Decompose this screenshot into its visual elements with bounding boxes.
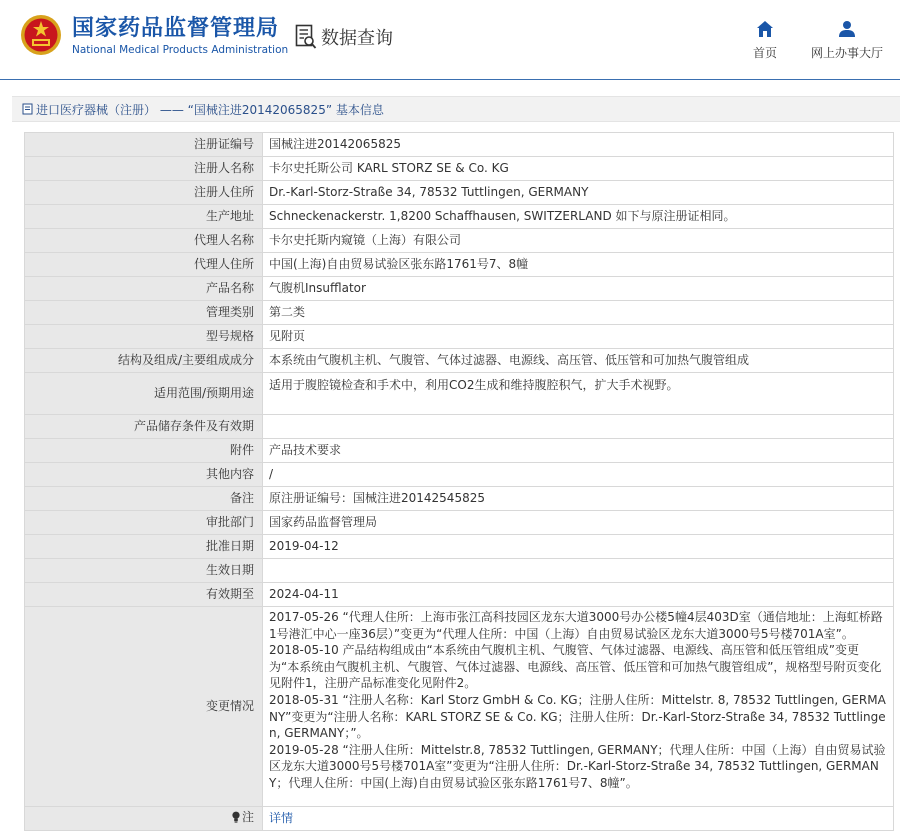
field-label: 备注 bbox=[25, 487, 263, 511]
table-row bbox=[25, 181, 894, 205]
change-entry: 2018-05-31 “注册人名称：Karl Storz GmbH & Co. KG；注册人住所：Mittelstr. 8, 78532 Tuttlingen, GERMANY”变更为“注册人名称：KARL STORZ SE & Co. KG；注册人住所：Dr.-Karl-Storz-Straße 34, 78532 Tuttlingen, GERMANY；”。 bbox=[269, 692, 886, 741]
field-value-model-spec: 见附页 bbox=[263, 325, 894, 349]
table-row bbox=[25, 157, 894, 181]
table-row bbox=[25, 415, 894, 439]
field-label: 审批部门 bbox=[25, 511, 263, 535]
table-row bbox=[25, 253, 894, 277]
field-value-effective-date bbox=[263, 559, 894, 583]
table-row bbox=[25, 535, 894, 559]
field-value-intended-use: 适用于腹腔镜检查和手术中，利用CO2生成和维持腹腔积气，扩大手术视野。 bbox=[263, 373, 894, 415]
nav-online-hall-label: 网上办事大厅 bbox=[810, 46, 883, 60]
note-label-wrap bbox=[231, 809, 254, 826]
table-row bbox=[25, 559, 894, 583]
table-row bbox=[25, 463, 894, 487]
field-value-agent-address: 中国(上海)自由贸易试验区张东路1761号7、8幢 bbox=[263, 253, 894, 277]
field-label: 变更情况 bbox=[25, 607, 263, 807]
field-value-valid-until: 2024-04-11 bbox=[263, 583, 894, 607]
table-row bbox=[25, 607, 894, 807]
national-emblem-icon[interactable] bbox=[20, 14, 62, 56]
field-label: 代理人住所 bbox=[25, 253, 263, 277]
brand-name-en: National Medical Products Administration bbox=[72, 44, 289, 56]
field-label: 注册证编号 bbox=[25, 133, 263, 157]
table-row bbox=[25, 583, 894, 607]
change-entry: 2019-05-28 “注册人住所：Mittelstr.8, 78532 Tuttlingen, GERMANY；代理人住所：中国（上海）自由贸易试验区龙东大道3000号5号楼701A室”变更为“注册人住所：Dr.-Karl-Storz-Straße 34, 78532 Tuttlingen, GERMANY；代理人住所：中国(上海)自由贸易试验区张东路1761号7、8幢”。 bbox=[269, 742, 886, 790]
field-value-remark: 原注册证编号：国械注进20142545825 bbox=[263, 487, 894, 511]
field-value-management-class: 第二类 bbox=[263, 301, 894, 325]
field-value-change-history bbox=[263, 607, 894, 807]
field-value-product-name: 气腹机Insufflator bbox=[263, 277, 894, 301]
table-row bbox=[25, 325, 894, 349]
breadcrumb bbox=[12, 96, 900, 122]
field-label: 附件 bbox=[25, 439, 263, 463]
field-label: 产品名称 bbox=[25, 277, 263, 301]
table-row bbox=[25, 301, 894, 325]
field-label: 注册人名称 bbox=[25, 157, 263, 181]
table-row bbox=[25, 511, 894, 535]
nav-online-hall[interactable] bbox=[808, 20, 886, 61]
nav-home-label: 首页 bbox=[752, 46, 777, 60]
lightbulb-icon bbox=[231, 811, 241, 823]
field-label: 其他内容 bbox=[25, 463, 263, 487]
home-icon bbox=[756, 20, 774, 38]
table-row bbox=[25, 229, 894, 253]
field-label: 注册人住所 bbox=[25, 181, 263, 205]
field-value-registrant: 卡尔史托斯公司 KARL STORZ SE & Co. KG bbox=[263, 157, 894, 181]
field-value-attachment: 产品技术要求 bbox=[263, 439, 894, 463]
table-row bbox=[25, 439, 894, 463]
data-query-link[interactable] bbox=[295, 24, 393, 50]
change-entry: 2018-05-10 产品结构组成由“本系统由气腹机主机、气腹管、气体过滤器、电源线、高压管和低压管组成”变更为“本系统由气腹机主机、气腹管、气体过滤器、电源线、高压管、低压管和可加热气腹管组成”，规格型号附页变化见附件1，注册产品标准变化见附件2。 bbox=[269, 643, 882, 691]
field-label: 生产地址 bbox=[25, 205, 263, 229]
field-value-reg-no: 国械注进20142065825 bbox=[263, 133, 894, 157]
user-icon bbox=[838, 20, 856, 38]
brand-name-cn: 国家药品监督管理局 bbox=[72, 16, 280, 41]
field-label: 结构及组成/主要组成成分 bbox=[25, 349, 263, 373]
field-value-registrant-address: Dr.-Karl-Storz-Straße 34, 78532 Tuttlingen, GERMANY bbox=[263, 181, 894, 205]
document-search-icon bbox=[295, 24, 317, 50]
device-info-table bbox=[24, 132, 894, 831]
table-row bbox=[25, 133, 894, 157]
field-value-storage bbox=[263, 415, 894, 439]
table-row bbox=[25, 277, 894, 301]
field-label: 有效期至 bbox=[25, 583, 263, 607]
field-label: 型号规格 bbox=[25, 325, 263, 349]
field-label: 适用范围/预期用途 bbox=[25, 373, 263, 415]
document-icon bbox=[22, 103, 34, 115]
site-header bbox=[0, 0, 900, 80]
table-row bbox=[25, 205, 894, 229]
field-value-agent: 卡尔史托斯内窥镜（上海）有限公司 bbox=[263, 229, 894, 253]
table-row bbox=[25, 487, 894, 511]
field-value-approval-date: 2019-04-12 bbox=[263, 535, 894, 559]
field-value-structure: 本系统由气腹机主机、气腹管、气体过滤器、电源线、高压管、低压管和可加热气腹管组成 bbox=[263, 349, 894, 373]
field-value-approval-dept: 国家药品监督管理局 bbox=[263, 511, 894, 535]
site-brand[interactable] bbox=[72, 16, 288, 57]
data-query-label: 数据查询 bbox=[321, 28, 393, 49]
breadcrumb-text: 进口医疗器械（注册） —— “国械注进20142065825” 基本信息 bbox=[36, 102, 384, 117]
field-label: 产品储存条件及有效期 bbox=[25, 415, 263, 439]
field-value-manufacturing-address: Schneckenackerstr. 1,8200 Schaffhausen, SWITZERLAND 如下与原注册证相同。 bbox=[263, 205, 894, 229]
table-row bbox=[25, 349, 894, 373]
details-link[interactable]: 详情 bbox=[269, 811, 294, 826]
table-row bbox=[25, 373, 894, 415]
note-label: 注 bbox=[241, 810, 254, 825]
field-label: 代理人名称 bbox=[25, 229, 263, 253]
field-value-other: / bbox=[263, 463, 894, 487]
field-label: 批准日期 bbox=[25, 535, 263, 559]
field-label: 管理类别 bbox=[25, 301, 263, 325]
change-entry: 2017-05-26 “代理人住所：上海市张江高科技园区龙东大道3000号办公楼5幢4层403D室（通信地址：上海虹桥路1号港汇中心一座36层）”变更为“代理人住所：中国（上海）自由贸易试验区龙东大道3000号5号楼701A室”。 bbox=[269, 610, 883, 641]
nav-home[interactable] bbox=[748, 20, 782, 61]
field-label: 生效日期 bbox=[25, 559, 263, 583]
